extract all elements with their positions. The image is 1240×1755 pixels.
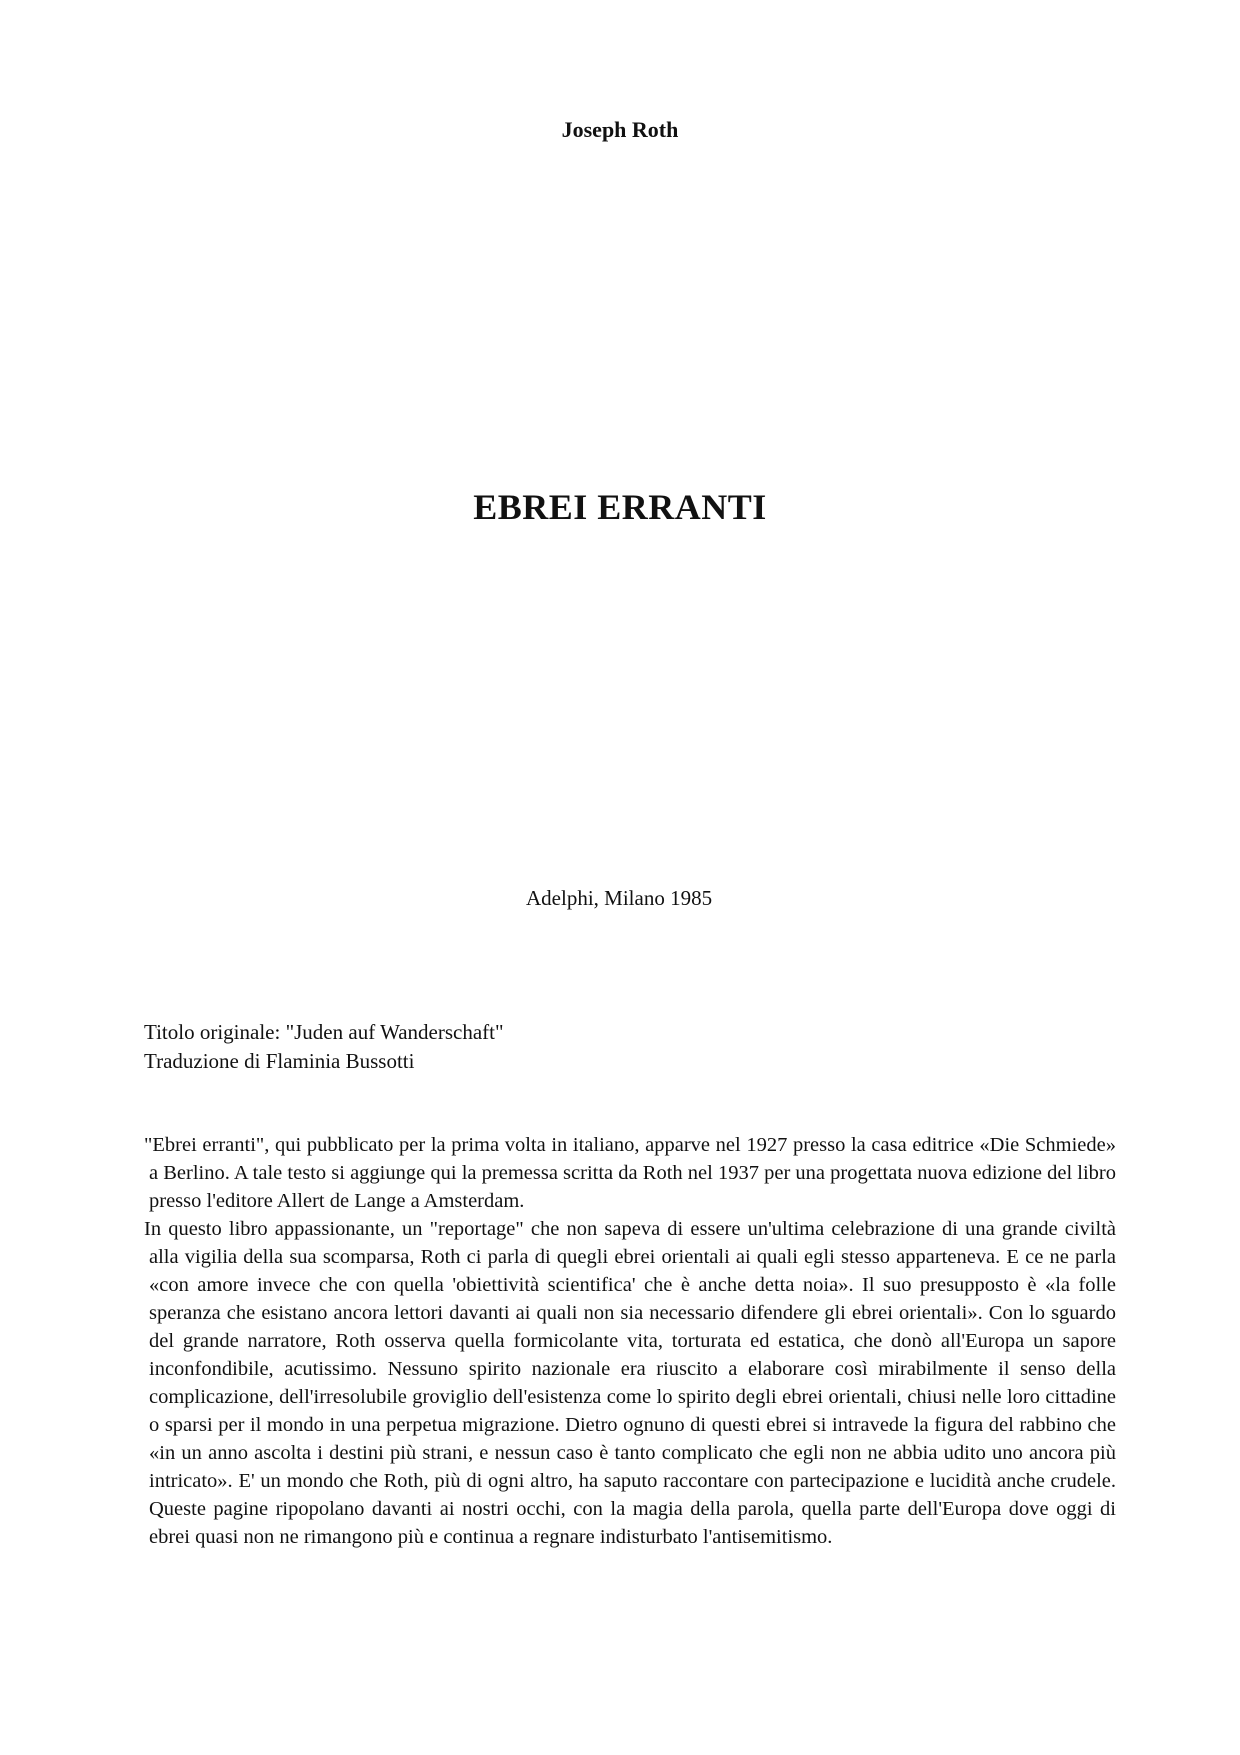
description-paragraph-2: In questo libro appassionante, un "reportage" che non sapeva di essere un'ultima celebrazione di una grande civiltà alla vigilia della sua scomparsa, Roth ci parla di quegli ebrei orientali ai quali egli stesso apparteneva. E ce ne parla «con amore invece che con quella 'obiettività scientifica' che è anche detta noia». Il suo presupposto è «la folle speranza che esistano ancora lettori davanti ai quali non sia necessario difendere gli ebrei orientali». Con lo sguardo del grande narratore, Roth osserva quella formicolante vita, torturata ed estatica, che donò all'Europa un sapore inconfondibile, acutissimo. Nessuno spirito nazionale era riuscito a elaborare così mirabilmente il senso della complicazione, dell'irresolubile groviglio dell'esistenza come lo spirito degli ebrei orientali, chiusi nelle loro cittadine o sparsi per il mondo in una perpetua migrazione. Dietro ognuno di questi ebrei si intravede la figura del rabbino che «in un anno ascolta i destini più strani, e nessun caso è tanto complicato che egli non ne abbia udito uno ancora più intricato». E' un mondo che Roth, più di ogni altro, ha saputo raccontare con partecipazione e lucidità anche crudele. Queste pagine ripopolano davanti ai nostri occhi, con la magia della parola, quella parte dell'Europa dove oggi di ebrei quasi non ne rimangono più e continua a regnare indisturbato l'antisemitismo. [144,1218,1116,1548]
publisher-imprint: Adelphi, Milano 1985 [526,886,713,910]
book-title: EBREI ERRANTI [473,487,767,527]
credits-block [144,1018,504,1076]
book-description [144,1131,1116,1551]
description-paragraph-1: "Ebrei erranti", qui pubblicato per la prima volta in italiano, apparve nel 1927 presso la casa editrice «Die Schmiede» a Berlino. A tale testo si aggiunge qui la premessa scritta da Roth nel 1937 per una progettata nuova edizione del libro presso l'editore Allert de Lange a Amsterdam. [144,1134,1116,1212]
translator-credit: Traduzione di Flaminia Bussotti [144,1049,415,1073]
author-name: Joseph Roth [561,117,679,142]
original-title: Titolo originale: "Juden auf Wanderschaft" [144,1020,504,1044]
